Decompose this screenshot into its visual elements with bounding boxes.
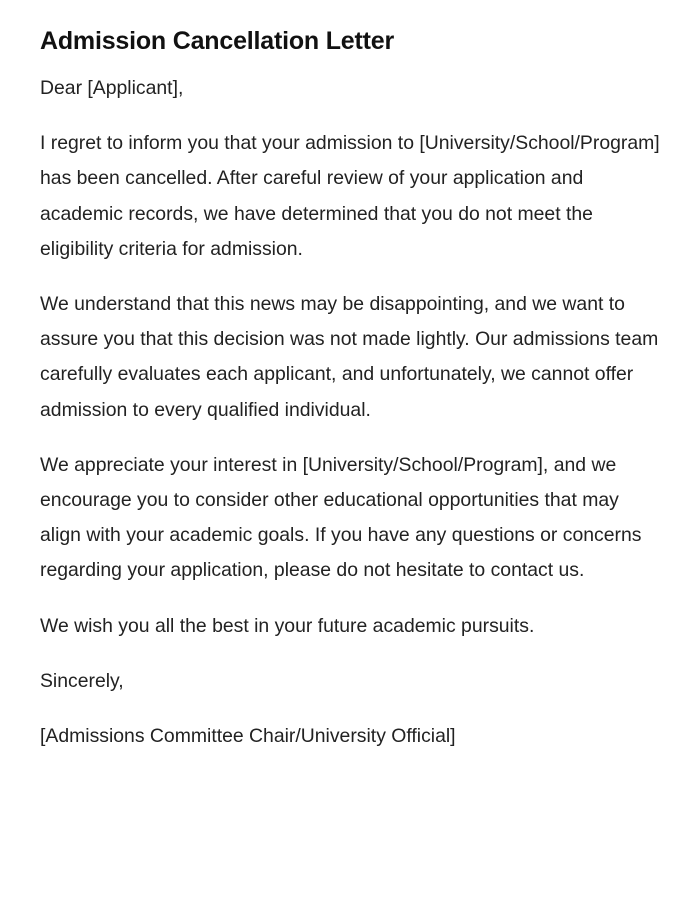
body-paragraph-3: We appreciate your interest in [University/School/Program], and we encourage you to consider other educational opportunities that may align with your academic goals. If you have any questions or concerns regarding your application, please do not hesitate to contact us. bbox=[40, 453, 642, 582]
body-paragraph-4: We wish you all the best in your future academic pursuits. bbox=[40, 614, 535, 637]
letter-title: Admission Cancellation Letter bbox=[40, 27, 394, 55]
closing: Sincerely, bbox=[40, 669, 124, 692]
body-paragraph-2: We understand that this news may be disappointing, and we want to assure you that this decision was not made lightly. Our admissions team carefully evaluates each applicant, and unfortunately, we cannot offer admission to every qualified individual. bbox=[40, 293, 659, 421]
body-paragraph-1: I regret to inform you that your admission to [University/School/Program] has been cancelled. After careful review of your application and academic records, we have determined that you do not meet the eligibility criteria for admission. bbox=[40, 132, 660, 260]
salutation: Dear [Applicant], bbox=[40, 77, 184, 99]
signature: [Admissions Committee Chair/University Official] bbox=[40, 725, 456, 748]
